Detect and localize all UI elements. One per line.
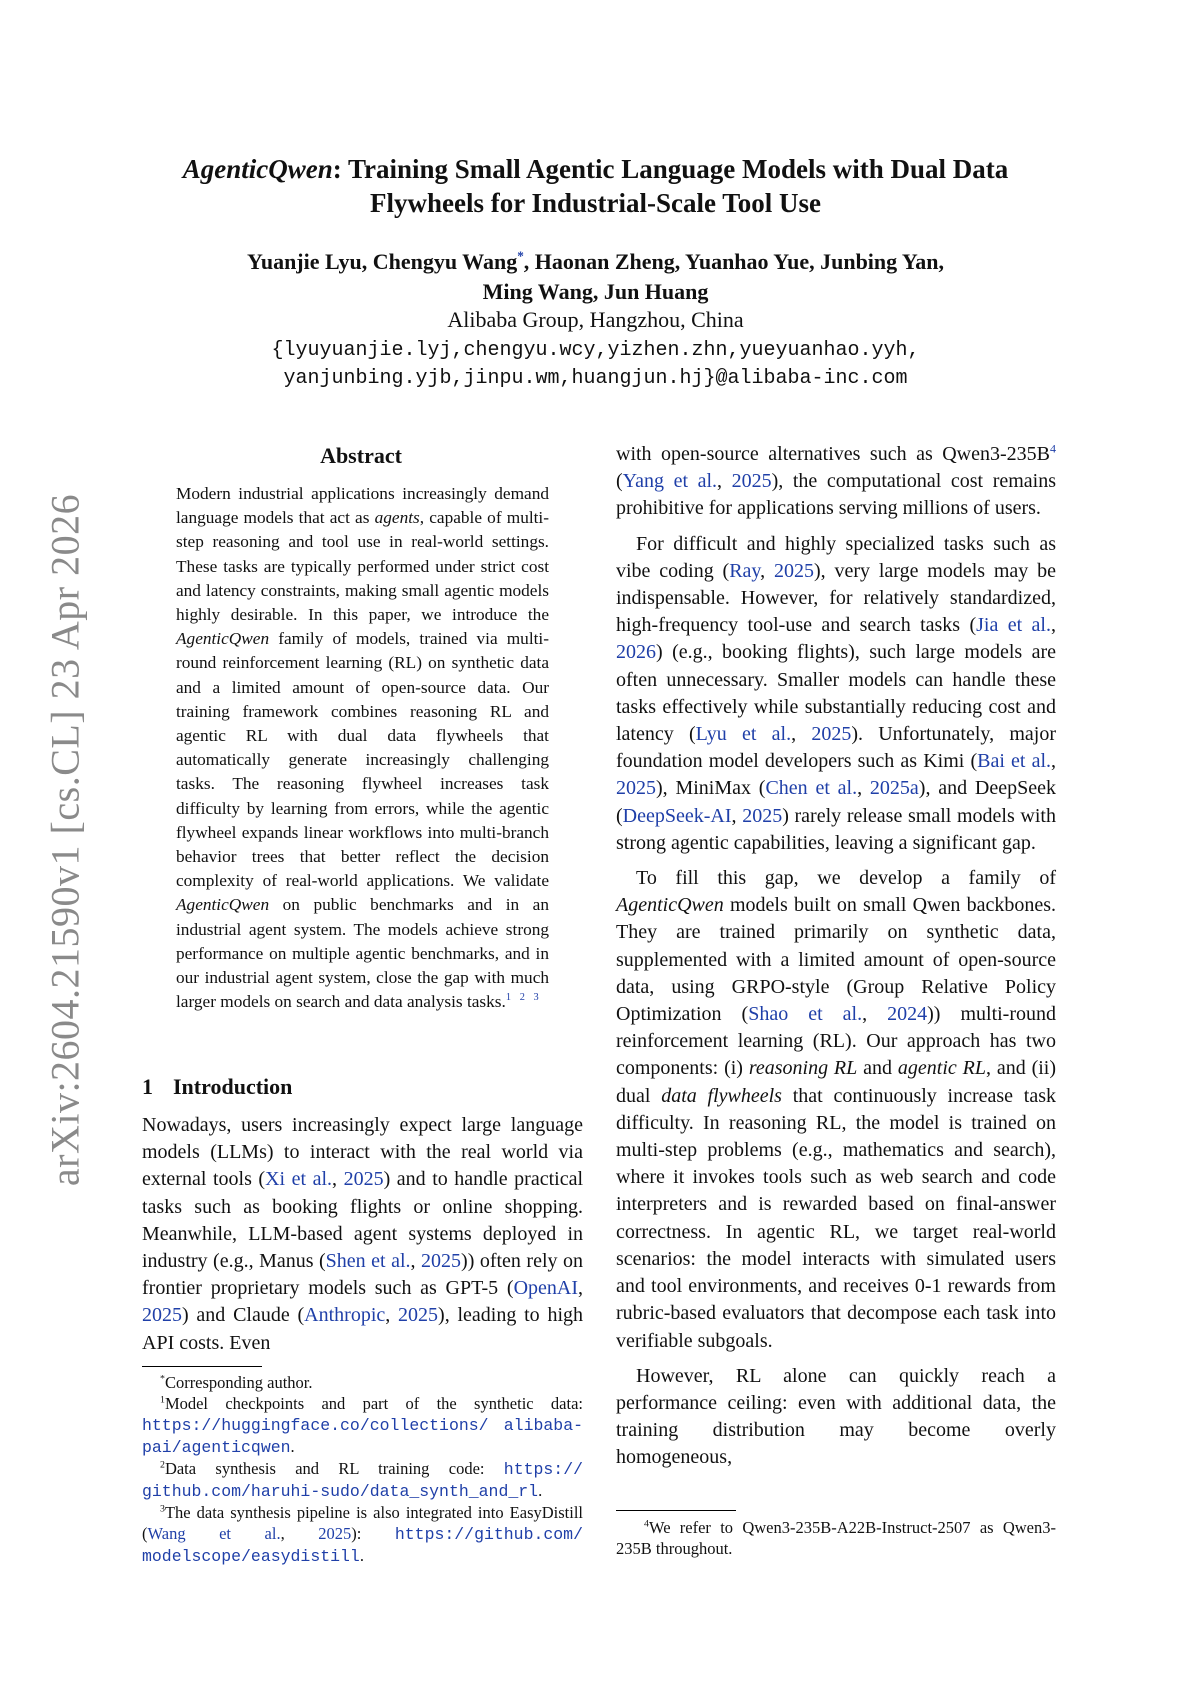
- text: ) rarely release small models with strong agentic capabilities, leaving a significant gap.: [616, 804, 1056, 854]
- citation-year-link[interactable]: 2025: [343, 1168, 384, 1191]
- citation-year-link[interactable]: 2025a: [869, 777, 919, 800]
- text: and: [857, 1057, 898, 1080]
- abstract-body: [176, 482, 549, 1014]
- text: , and (ii) dual: [616, 1057, 1056, 1107]
- citation-year-link[interactable]: 2025: [811, 723, 852, 746]
- citation-link[interactable]: Wang et al.: [147, 1524, 281, 1543]
- footnotes-right: [616, 1517, 1056, 1559]
- arxiv-identifier: [30, 480, 100, 1200]
- footnote-ref-1[interactable]: 1: [505, 992, 512, 1004]
- paragraph: with open-source alternatives such as $Qwen3-235B^4$ (Yang et al., 2025), the computational cost remains prohibitive for applications serving millions of users.: [616, 441, 1056, 520]
- emails-line-2: yanjunbing.yjb,jinpu.wm,huangjun.hj}@alibaba-inc.com: [283, 367, 908, 390]
- authors-line-1a: Yuanjie Lyu, Chengyu Wang: [246, 249, 518, 274]
- footnote-url-link[interactable]: https://: [503, 1460, 584, 1479]
- arxiv-id-text: arXiv:2604.21590v1 [cs.CL] 23 Apr 2026: [42, 493, 88, 1187]
- citation-link[interactable]: Shen et al.: [325, 1250, 411, 1273]
- citation-link[interactable]: Jia et al.: [976, 614, 1051, 637]
- abstract-italic-model-2: AgenticQwen: [176, 895, 270, 915]
- abstract-text-4: on public benchmarks and in an industrial agent system. The models achieve strong performance on multiple agentic benchmarks, and in our industrial agent system, close the gap with much larger models on search and data analysis tasks.: [176, 895, 549, 1012]
- footnote-text: Model checkpoints and part of the synthetic data:: [164, 1394, 583, 1413]
- section-number: 1: [142, 1074, 153, 1099]
- citation-link[interactable]: Xi et al.: [265, 1168, 333, 1191]
- citation-year-link[interactable]: 2025: [142, 1304, 182, 1327]
- footnotes-left: [142, 1372, 583, 1567]
- citation-year-link[interactable]: 2025: [742, 804, 783, 827]
- footnote-url-link[interactable]: https://huggingface.co/collections/: [142, 1416, 489, 1435]
- italic-text: reasoning RL: [748, 1057, 858, 1080]
- citation-link[interactable]: Chen et al.: [765, 777, 858, 800]
- citation-link[interactable]: OpenAI: [513, 1277, 578, 1300]
- italic-text: data flywheels: [661, 1084, 782, 1107]
- abstract-italic-model-1: AgenticQwen: [176, 629, 270, 649]
- text: )) multi-round reinforcement learning (RL). Our approach has two components: (i): [616, 1003, 1057, 1080]
- footnote-mark: 2: [160, 1459, 165, 1471]
- footnote-url-link[interactable]: modelscope/easydistill: [142, 1547, 360, 1566]
- paragraph: However, RL alone can quickly reach a performance ceiling: even with additional data, the training distribution may become overly homogeneous,: [616, 1364, 1056, 1469]
- text: For difficult and highly specialized tasks such as vibe coding (: [616, 532, 1056, 582]
- footnote-4: [616, 1517, 1056, 1559]
- footnote-url-link[interactable]: github.com/haruhi-sudo/data_synth_and_rl: [142, 1482, 539, 1501]
- affiliation: Alibaba Group, Hangzhou, China: [447, 307, 744, 332]
- right-column-text: [616, 441, 1056, 1480]
- section-heading-introduction: [142, 1074, 292, 1100]
- footnote-mark: 3: [160, 1503, 165, 1515]
- citation-link[interactable]: Yang et al.: [622, 470, 718, 493]
- footnote-text: The data synthesis pipeline is also integrated into EasyDistill (: [142, 1503, 583, 1543]
- citation-link[interactable]: Ray: [729, 559, 761, 582]
- footnote-mark: *: [160, 1373, 165, 1385]
- citation-year-link[interactable]: 2025: [421, 1250, 462, 1273]
- citation-year-link[interactable]: 2025: [398, 1304, 439, 1327]
- footnote-text: ):: [351, 1524, 362, 1543]
- italic-text: AgenticQwen: [616, 894, 724, 917]
- corresponding-star[interactable]: *: [517, 248, 524, 264]
- footnote-ref-3[interactable]: 3: [533, 992, 539, 1004]
- author-list: [130, 247, 1061, 307]
- paper-title: [130, 152, 1061, 220]
- text: ). Unfortunately, major foundation model developers such as Kimi (: [616, 723, 1056, 773]
- citation-link[interactable]: Bai et al.: [977, 750, 1051, 773]
- footnote-text: We refer to Qwen3-235B-A22B-Instruct-2507 as Qwen3-235B throughout.: [616, 1518, 1056, 1558]
- abstract-text-2: , capable of multi-step reasoning and tool use in real-world settings. These tasks are typically performed under strict cost and latency constraints, making small agentic models highly desirable. In this paper, we introduce the: [176, 508, 549, 625]
- citation-year-link[interactable]: 2025: [731, 470, 772, 493]
- citation-link[interactable]: Lyu et al.: [695, 723, 792, 746]
- footnote-text: Corresponding author.: [164, 1373, 313, 1392]
- title-rest: : Training Small Agentic Language Models with Dual Data Flywheels for Industrial-Scale Tool Use: [332, 154, 1009, 218]
- text: ), the computational cost remains prohibitive for applications serving millions of users.: [616, 470, 1056, 520]
- authors-line-2: Ming Wang, Jun Huang: [482, 279, 709, 304]
- intro-text-5: ), leading to high API costs. Even: [142, 1304, 584, 1354]
- citation-year-link[interactable]: 2025: [616, 777, 656, 800]
- footnote-3: $^3$The data synthesis pipeline is also integrated into EasyDistill (Wang et al., 2025): https://github.com/ modelscope/easydistill.: [142, 1503, 583, 1566]
- text: that continuously increase task difficulty. In reasoning RL, the model is trained on multi-step problems (e.g., mathematics and search), where it invokes tools such as web search and code interpreters and is rewarded based on final-answer correctness. In agentic RL, we target real-world scenarios: the model interacts with simulated users and tool environments, and receives 0-1 rewards from rubric-based evaluators that decompose each task into verifiable subgoals.: [616, 1084, 1057, 1352]
- intro-text-3: )) often rely on frontier proprietary models such as GPT-5 (: [142, 1250, 584, 1300]
- citation-year-link[interactable]: 2025: [318, 1524, 352, 1543]
- italic-text: agentic RL: [897, 1057, 986, 1080]
- footnote-url-link[interactable]: alibaba-pai/agenticqwen: [142, 1416, 583, 1457]
- text: To fill this gap, we develop a family of: [636, 867, 1056, 890]
- footnote-rule-left: [142, 1366, 262, 1367]
- footnote-mark: 1: [160, 1394, 165, 1406]
- footnote-ref-4[interactable]: 4: [1050, 441, 1056, 456]
- footnote-url-link[interactable]: https://github.com/: [394, 1525, 583, 1544]
- text: ), very large models may be indispensable. However, for relatively standardized, high-frequency tool-use and search tasks (: [616, 559, 1057, 637]
- footnote-1: $^1$Model checkpoints and part of the synthetic data: https://huggingface.co/collections/ alibaba-pai/agenticqwen.: [142, 1394, 583, 1457]
- citation-link[interactable]: Shao et al.: [748, 1003, 863, 1026]
- abstract-text-1: Modern industrial applications increasingly demand language models that act as: [176, 484, 549, 528]
- emails-line-1: {lyuyuanjie.lyj,chengyu.wcy,yizhen.zhn,yueyuanhao.yyh,: [271, 339, 920, 362]
- citation-year-link[interactable]: 2026: [616, 641, 656, 664]
- intro-text-2: ) and to handle practical tasks such as booking flights or online shopping. Meanwhile, LLM-based agent systems deployed in industry (e.g., Manus (: [142, 1168, 584, 1273]
- citation-year-link[interactable]: 2024: [887, 1003, 928, 1026]
- footnote-ref-2[interactable]: 2: [519, 992, 525, 1004]
- citation-link[interactable]: DeepSeek-AI: [622, 804, 732, 827]
- authors-line-1b: , Haonan Zheng, Yuanhao Yue, Junbing Yan,: [523, 249, 945, 274]
- paragraph: For difficult and highly specialized tasks such as vibe coding (Ray, 2025), very large models may be indispensable. However, for relatively standardized, high-frequency tool-use and search tasks (Jia et al., 2026) (e.g., booking flights), such large models are often unnecessary. Smaller models can handle these tasks effectively while substantially reducing cost and latency (Lyu et al., 2025). Unfortunately, major foundation model developers such as Kimi (Bai et al., 2025), MiniMax (Chen et al., 2025a), and DeepSeek (DeepSeek-AI, 2025) rarely release small models with strong agentic capabilities, leaving a significant gap.: [616, 532, 1057, 854]
- footnote-rule-right: [616, 1510, 736, 1511]
- intro-text-4: ) and Claude (: [182, 1304, 305, 1327]
- text: ) (e.g., booking flights), such large models are often unnecessary. Smaller models can handle these tasks effectively while substantially reducing cost and latency (: [616, 641, 1056, 746]
- intro-paragraph: Nowadays, users increasingly expect large language models (LLMs) to interact with the real world via external tools (Xi et al., 2025) and to handle practical tasks such as booking flights or online shopping. Meanwhile, LLM-based agent systems deployed in industry (e.g., Manus (Shen et al., 2025)) often rely on frontier proprietary models such as GPT-5 (OpenAI, 2025) and Claude (Anthropic, 2025), leading to high API costs. Even: [142, 1114, 584, 1354]
- abstract-italic-agents: agents: [374, 508, 420, 528]
- text: with open-source alternatives such as Qwen3-235B: [616, 443, 1050, 465]
- intro-text-1: Nowadays, users increasingly expect large language models (LLMs) to interact with the real world via external tools (: [142, 1114, 583, 1191]
- text: ), MiniMax (: [656, 777, 766, 800]
- abstract-text-3: family of models, trained via multi-round reinforcement learning (RL) on synthetic data and a limited amount of open-source data. Our training framework combines reasoning RL and agentic RL with dual data flywheels that automatically generate increasingly challenging tasks. The reasoning flywheel increases task difficulty by learning from errors, while the agentic flywheel expands linear workflows into multi-branch behavior trees that better reflect the decision complexity of real-world applications. We validate: [176, 629, 549, 891]
- title-model-name: AgenticQwen: [182, 154, 333, 184]
- author-emails: [130, 337, 1061, 393]
- footnote-text: Data synthesis and RL training code:: [164, 1459, 485, 1478]
- footnote-2: $^2$Data synthesis and RL training code: https:// github.com/haruhi-sudo/data_synth_and_rl.: [142, 1459, 584, 1501]
- text: models built on small Qwen backbones. They are trained primarily on synthetic data, supplemented with a limited amount of open-source data, using GRPO-style (Group Relative Policy Optimization (: [616, 894, 1056, 1026]
- footnote-mark: 4: [644, 1518, 649, 1530]
- citation-year-link[interactable]: 2025: [773, 559, 814, 582]
- section-title: Introduction: [173, 1074, 293, 1099]
- footnote-star: [142, 1372, 583, 1393]
- text: ), and DeepSeek (: [616, 777, 1056, 827]
- citation-link[interactable]: Anthropic: [304, 1304, 386, 1327]
- paragraph: To fill this gap, we develop a family of AgenticQwen models built on small Qwen backbones. They are trained primarily on synthetic data, supplemented with a limited amount of open-source data, using GRPO-style (Group Relative Policy Optimization (Shao et al., 2024)) multi-round reinforcement learning (RL). Our approach has two components: (i) reasoning RL and agentic RL, and (ii) dual data flywheels that continuously increase task difficulty. In reasoning RL, the model is trained on multi-step problems (e.g., mathematics and search), where it invokes tools such as web search and code interpreters and is rewarded based on final-answer correctness. In agentic RL, we target real-world scenarios: the model interacts with simulated users and tool environments, and receives 0-1 rewards from rubric-based evaluators that decompose each task into verifiable subgoals.: [616, 867, 1057, 1352]
- abstract-heading: Abstract: [320, 443, 402, 468]
